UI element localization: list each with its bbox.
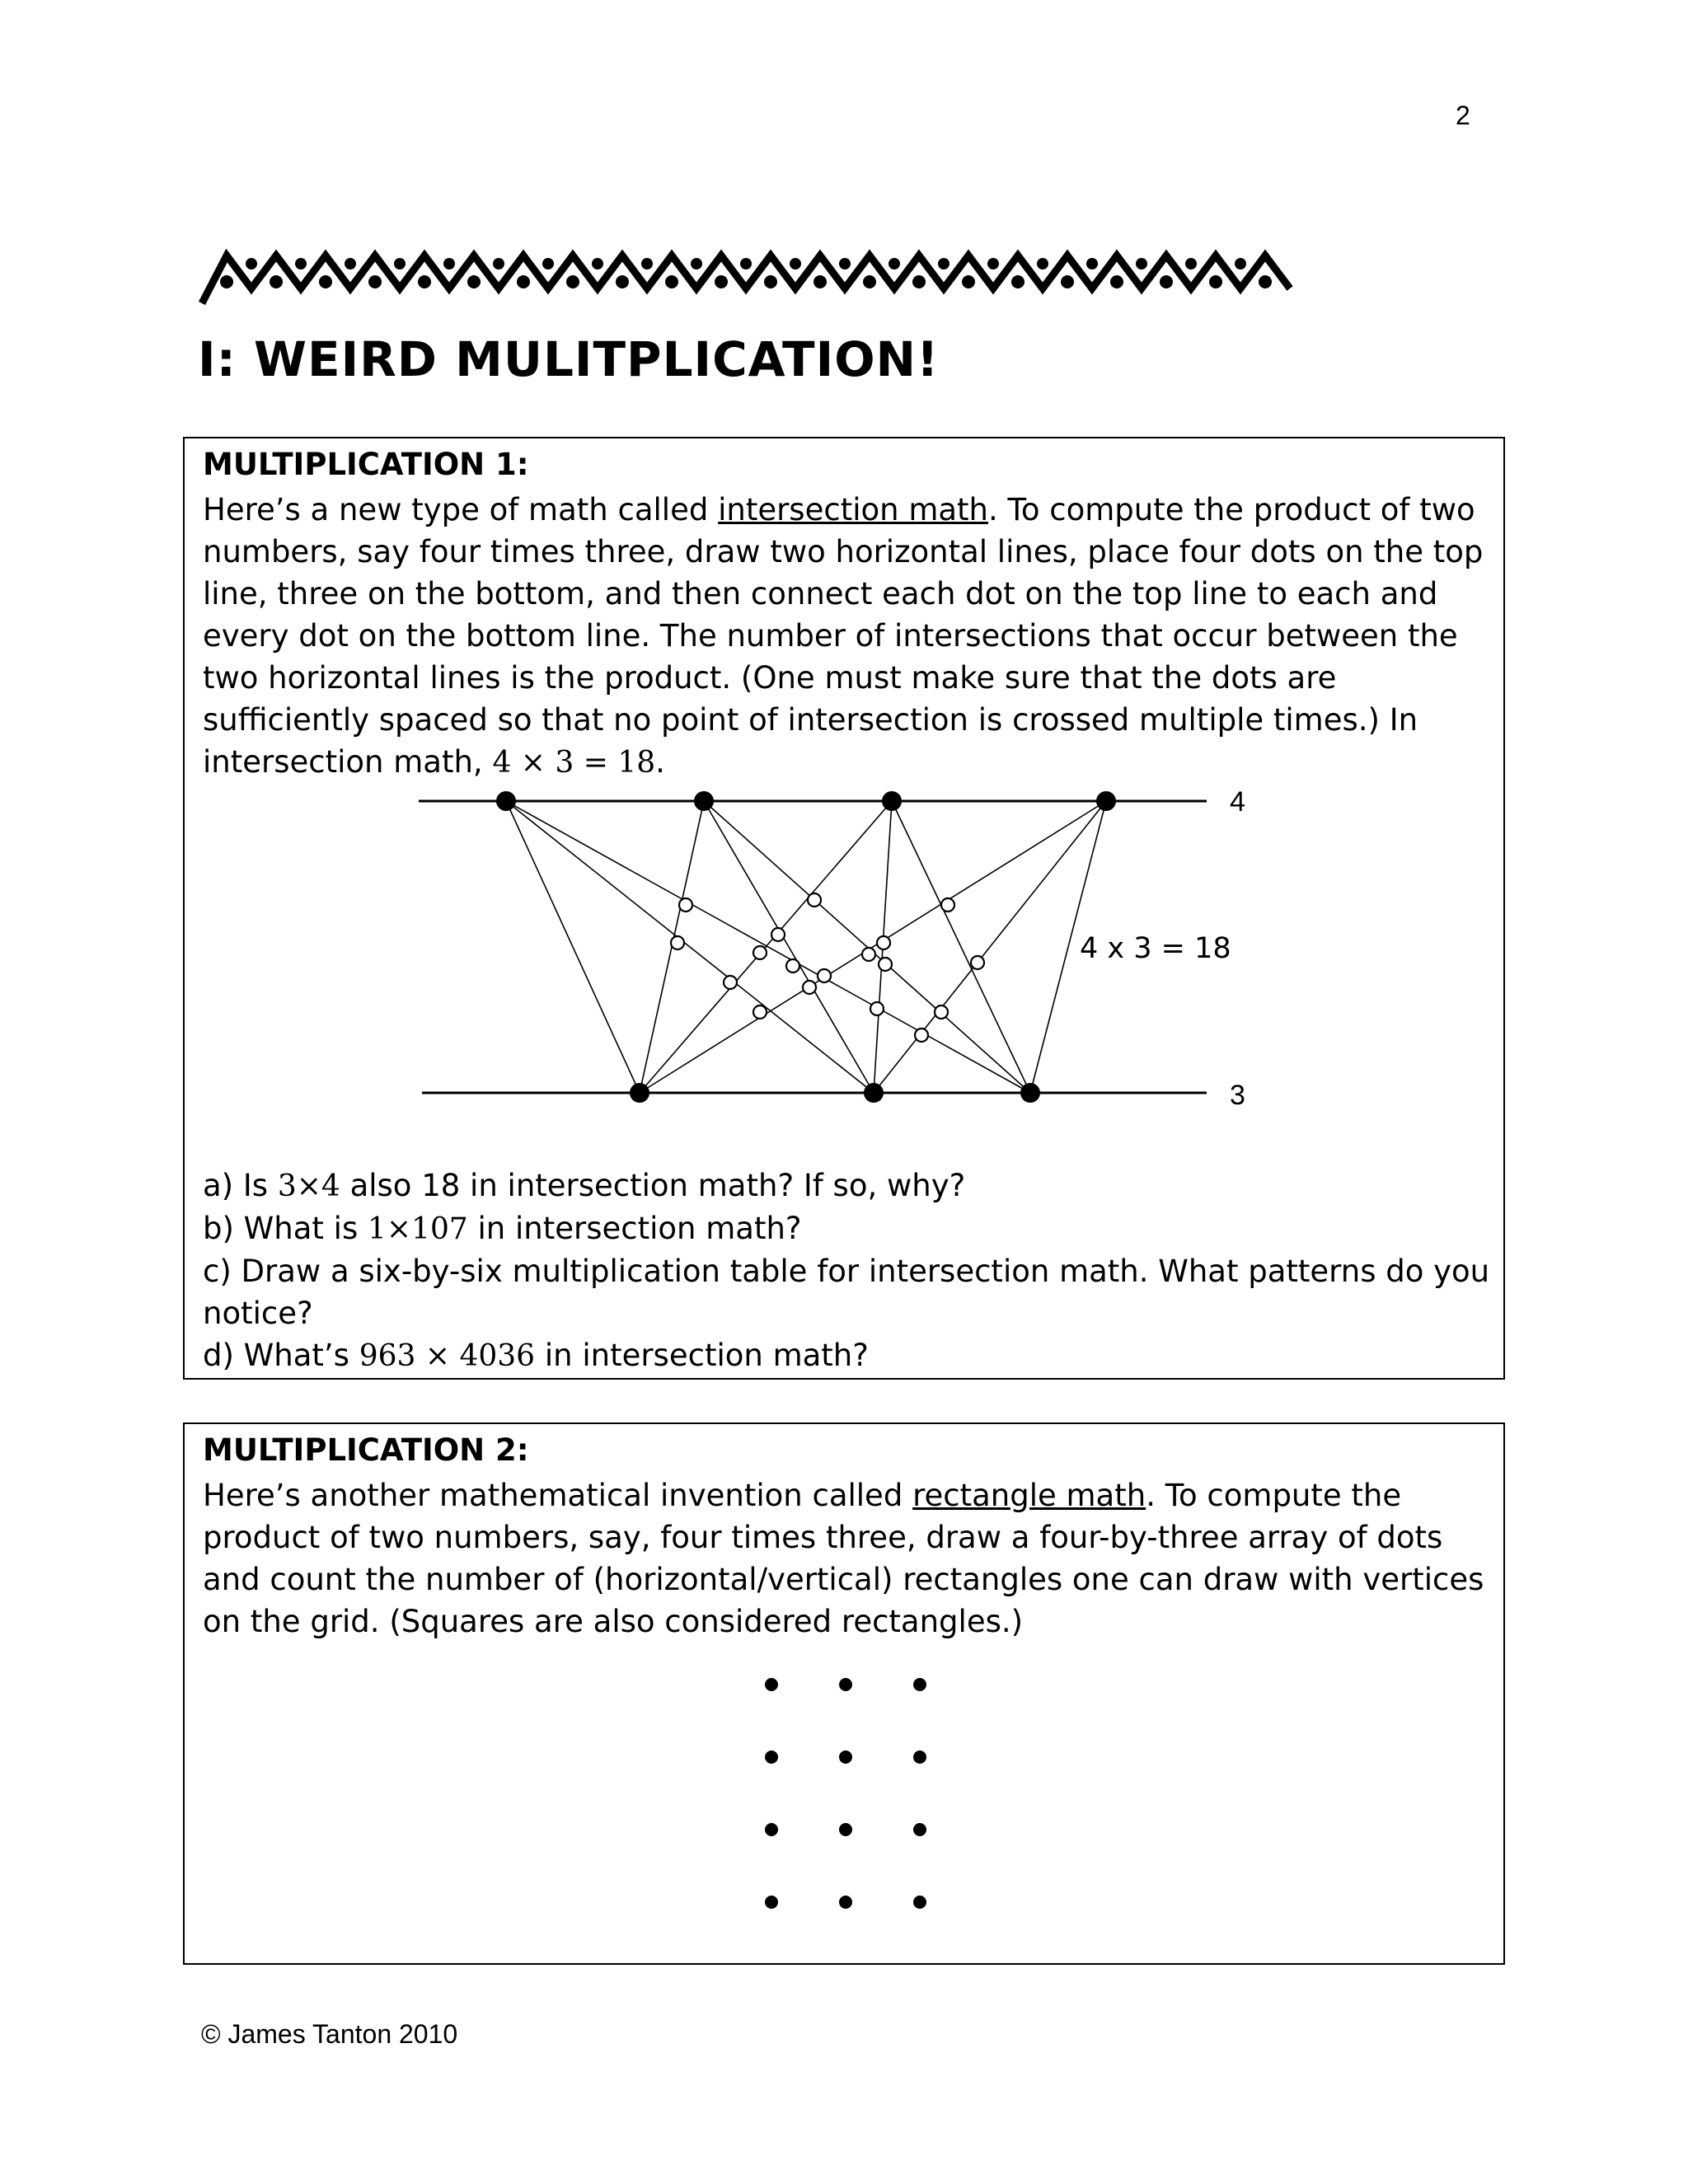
- multiplication-2-box: [183, 1422, 1505, 1965]
- grid-dot: [839, 1896, 852, 1909]
- multiplication-1-heading: MULTIPLICATION 1:: [203, 447, 529, 482]
- top-dot-3: [882, 791, 902, 811]
- bottom-dot-2: [864, 1083, 884, 1103]
- intersection-points: [671, 893, 984, 1042]
- multiplication-2-heading: MULTIPLICATION 2:: [203, 1432, 529, 1468]
- page-number: 2: [1456, 101, 1470, 130]
- question-d: d) What’s 963 × 4036 in intersection math?: [203, 1338, 869, 1373]
- diagram-equation-label: 4 x 3 = 18: [1080, 932, 1231, 965]
- bottom-dot-1: [630, 1083, 649, 1103]
- intersection-math-term: intersection math: [718, 492, 988, 527]
- top-dot-2: [694, 791, 714, 811]
- zigzag-dot-banner: [198, 239, 1302, 307]
- rectangle-math-term: rectangle math: [912, 1478, 1146, 1513]
- question-b: b) What is 1×107 in intersection math?: [203, 1211, 802, 1246]
- grid-dot: [913, 1678, 926, 1691]
- top-dot-1: [496, 791, 516, 811]
- multiplication-1-description: Here’s a new type of math called intersection math. To compute the product of two numbers, say four times three, draw two horizontal lines, place four dots on the top line, three on the bottom, and then connect each dot on the top line to each and every dot on the bottom line. The number of intersections that occur between the two horizontal lines is the product. (One must make sure that the dots are sufficiently spaced so that no point of intersection is crossed multiple times.) In intersection math, 4 × 3 = 18.: [203, 492, 1484, 780]
- dot-grid: [185, 1424, 1503, 1960]
- grid-dot: [839, 1823, 852, 1836]
- copyright-footer: © James Tanton 2010: [201, 2019, 458, 2049]
- grid-dot: [913, 1750, 926, 1764]
- connecting-lines: [506, 801, 1106, 1093]
- top-dot-4: [1096, 791, 1116, 811]
- grid-dot: [765, 1823, 778, 1836]
- section-title: I: WEIRD MULITPLICATION!: [198, 331, 940, 387]
- question-c: c) Draw a six-by-six multiplication table for intersection math. What patterns do you notice?: [203, 1254, 1490, 1331]
- top-line-label: 4: [1230, 786, 1245, 818]
- grid-dot: [765, 1678, 778, 1691]
- line-dots: [496, 791, 1116, 1103]
- multiplication-2-description: Here’s another mathematical invention called rectangle math. To compute the product of two numbers, say, four times three, draw a four-by-three array of dots and count the number of (horizontal/vertical) rectangles one can draw with vertices on the grid. (Squares are also considered rectangles.): [203, 1478, 1484, 1639]
- question-a: a) Is 3×4 also 18 in intersection math? If so, why?: [203, 1168, 966, 1203]
- grid-dot: [765, 1750, 778, 1764]
- grid-dot: [839, 1750, 852, 1764]
- multiplication-1-questions: [203, 1165, 1493, 1377]
- multiplication-1-box: [183, 437, 1505, 1380]
- grid-dot: [839, 1678, 852, 1691]
- bottom-line-label: 3: [1230, 1080, 1245, 1111]
- bottom-dot-3: [1020, 1083, 1040, 1103]
- equation-inline: 4 × 3 = 18: [492, 746, 656, 780]
- grid-dot: [765, 1896, 778, 1909]
- grid-dot: [913, 1823, 926, 1836]
- grid-dot: [913, 1896, 926, 1909]
